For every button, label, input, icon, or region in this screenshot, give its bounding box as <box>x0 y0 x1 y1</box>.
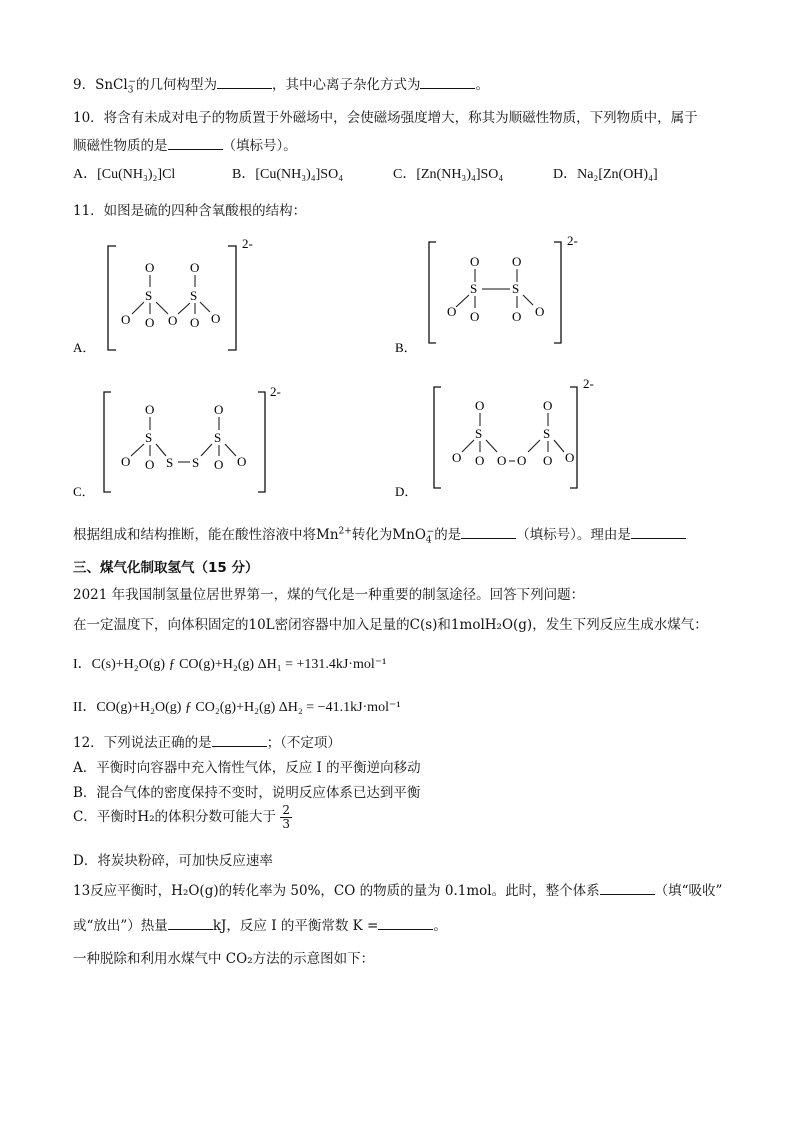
charge-label: 2- <box>567 233 578 248</box>
svg-text:O: O <box>475 453 485 468</box>
svg-text:S: S <box>145 430 153 445</box>
svg-text:O: O <box>470 254 480 269</box>
charge-label: 2- <box>270 384 281 399</box>
section-title: 三、煤气化制取氢气（15 分） <box>73 560 259 576</box>
q12-option-d: D．将炭块粉碎，可加快反应速率 <box>73 853 273 869</box>
svg-text:O: O <box>475 398 485 413</box>
answer-blank[interactable] <box>168 135 223 150</box>
q10-option-c: C．[Zn(NH₃)₄]SO₄ <box>393 167 504 182</box>
q10-option-a: A．[Cu(NH₃)₂]Cl <box>73 167 176 182</box>
question-13-line2: 或“放出”）热量 kJ，反应 I 的平衡常数 K = 。 <box>73 914 447 934</box>
svg-text:O: O <box>145 260 155 275</box>
q10-option-b: B．[Cu(NH₃)₄]SO₄ <box>232 167 344 182</box>
question-10-line1: 10．将含有未成对电子的物质置于外磁场中，会使磁场强度增大，称其为顺磁性物质，下列物质中，属于 <box>73 110 698 126</box>
q9-sup: − <box>128 76 136 87</box>
charge-label: 2- <box>242 236 253 251</box>
structure-a <box>73 236 253 355</box>
svg-text:O: O <box>190 260 200 275</box>
svg-text:O: O <box>497 453 507 468</box>
structure-d <box>395 376 594 499</box>
diagram-intro: 一种脱除和利用水煤气中 CO₂方法的示意图如下： <box>73 951 375 967</box>
question-11-intro: 11．如图是硫的四种含氧酸根的结构： <box>73 203 307 219</box>
svg-text:O: O <box>168 313 178 328</box>
sulfur-oxyanion-structures <box>0 230 794 520</box>
structure-c <box>73 384 281 499</box>
svg-text:S: S <box>190 288 198 303</box>
svg-text:O: O <box>211 311 221 326</box>
answer-blank[interactable] <box>461 524 516 539</box>
reaction-1: I．C(s)+H₂O(g) ƒ CO(g)+H₂(g) ΔH₁ = +131.4kJ·mol⁻¹ <box>73 657 387 672</box>
label-a: A． <box>73 340 96 355</box>
q12-option-c: C．平衡时H₂的体积分数可能大于 $\frac{2}{3}$ <box>73 803 290 831</box>
svg-text:S: S <box>214 430 222 445</box>
svg-text:O: O <box>214 457 224 472</box>
q9-sub: 3 <box>127 85 134 96</box>
label-c: C． <box>73 484 95 499</box>
structure-b <box>395 233 578 355</box>
svg-text:S: S <box>145 288 153 303</box>
svg-text:O: O <box>535 304 545 319</box>
answer-blank[interactable] <box>600 880 655 895</box>
question-11-conclusion: 根据组成和结构推断，能在酸性溶液中将$Mn^{2+}$转化为MnO$_4$−的是 （填标号）。理由是 <box>73 523 686 546</box>
svg-text:S: S <box>192 455 200 470</box>
q12-option-a: A．平衡时向容器中充入惰性气体，反应 I 的平衡逆向移动 <box>73 760 421 776</box>
svg-text:O: O <box>470 309 480 324</box>
svg-text:O: O <box>543 453 553 468</box>
svg-text:O: O <box>447 304 457 319</box>
answer-blank[interactable] <box>217 74 272 89</box>
svg-text:O: O <box>565 450 575 465</box>
svg-text:O: O <box>121 312 131 327</box>
reaction-2: II．CO(g)+H₂O(g) ƒ CO₂(g)+H₂(g) ΔH₂ = −41.1kJ·mol⁻¹ <box>73 700 401 715</box>
label-b: B． <box>395 340 417 355</box>
label-d: D． <box>395 484 418 499</box>
answer-blank[interactable] <box>168 915 213 930</box>
svg-text:O: O <box>214 402 224 417</box>
svg-text:O: O <box>452 450 462 465</box>
svg-text:O: O <box>145 315 155 330</box>
section-intro: 2021 年我国制氢量位居世界第一，煤的气化是一种重要的制氢途径。回答下列问题： <box>73 587 585 603</box>
question-9: 9．SnCl$_3$−的几何构型为 ，其中心离子杂化方式为 。 <box>73 73 489 96</box>
svg-text:S: S <box>166 455 174 470</box>
svg-text:O: O <box>517 453 527 468</box>
q10-option-d: D．Na₂[Zn(OH)₄] <box>553 167 658 182</box>
answer-blank[interactable] <box>631 524 686 539</box>
svg-text:O: O <box>237 454 247 469</box>
svg-text:S: S <box>512 281 520 296</box>
answer-blank[interactable] <box>378 915 433 930</box>
section-conditions: 在一定温度下，向体积固定的10L密闭容器中加入足量的C(s)和1molH₂O(g)，发生下列反应生成水煤气： <box>73 617 708 633</box>
question-12: 12．下列说法正确的是 ；（不定项） <box>73 731 341 751</box>
svg-text:O: O <box>145 402 155 417</box>
q12-option-b: B．混合气体的密度保持不变时，说明反应体系已达到平衡 <box>73 785 421 801</box>
svg-text:O: O <box>121 454 131 469</box>
svg-text:O: O <box>543 398 553 413</box>
svg-text:O: O <box>512 309 522 324</box>
charge-label: 2- <box>583 376 594 391</box>
answer-blank[interactable] <box>420 74 475 89</box>
svg-text:O: O <box>190 315 200 330</box>
svg-text:S: S <box>475 426 483 441</box>
svg-text:S: S <box>543 426 551 441</box>
svg-text:S: S <box>470 281 478 296</box>
fraction: $\frac{2}{3}$ <box>282 803 290 831</box>
answer-blank[interactable] <box>212 732 267 747</box>
svg-text:O: O <box>512 254 522 269</box>
svg-text:O: O <box>145 457 155 472</box>
question-13-line1: 13反应平衡时，H₂O(g)的转化率为 50%，CO 的物质的量为 0.1mol。此时，整个体系 （填“吸收” <box>73 879 722 899</box>
question-10-line2: 顺磁性物质的是 （填标号）。 <box>73 134 297 154</box>
